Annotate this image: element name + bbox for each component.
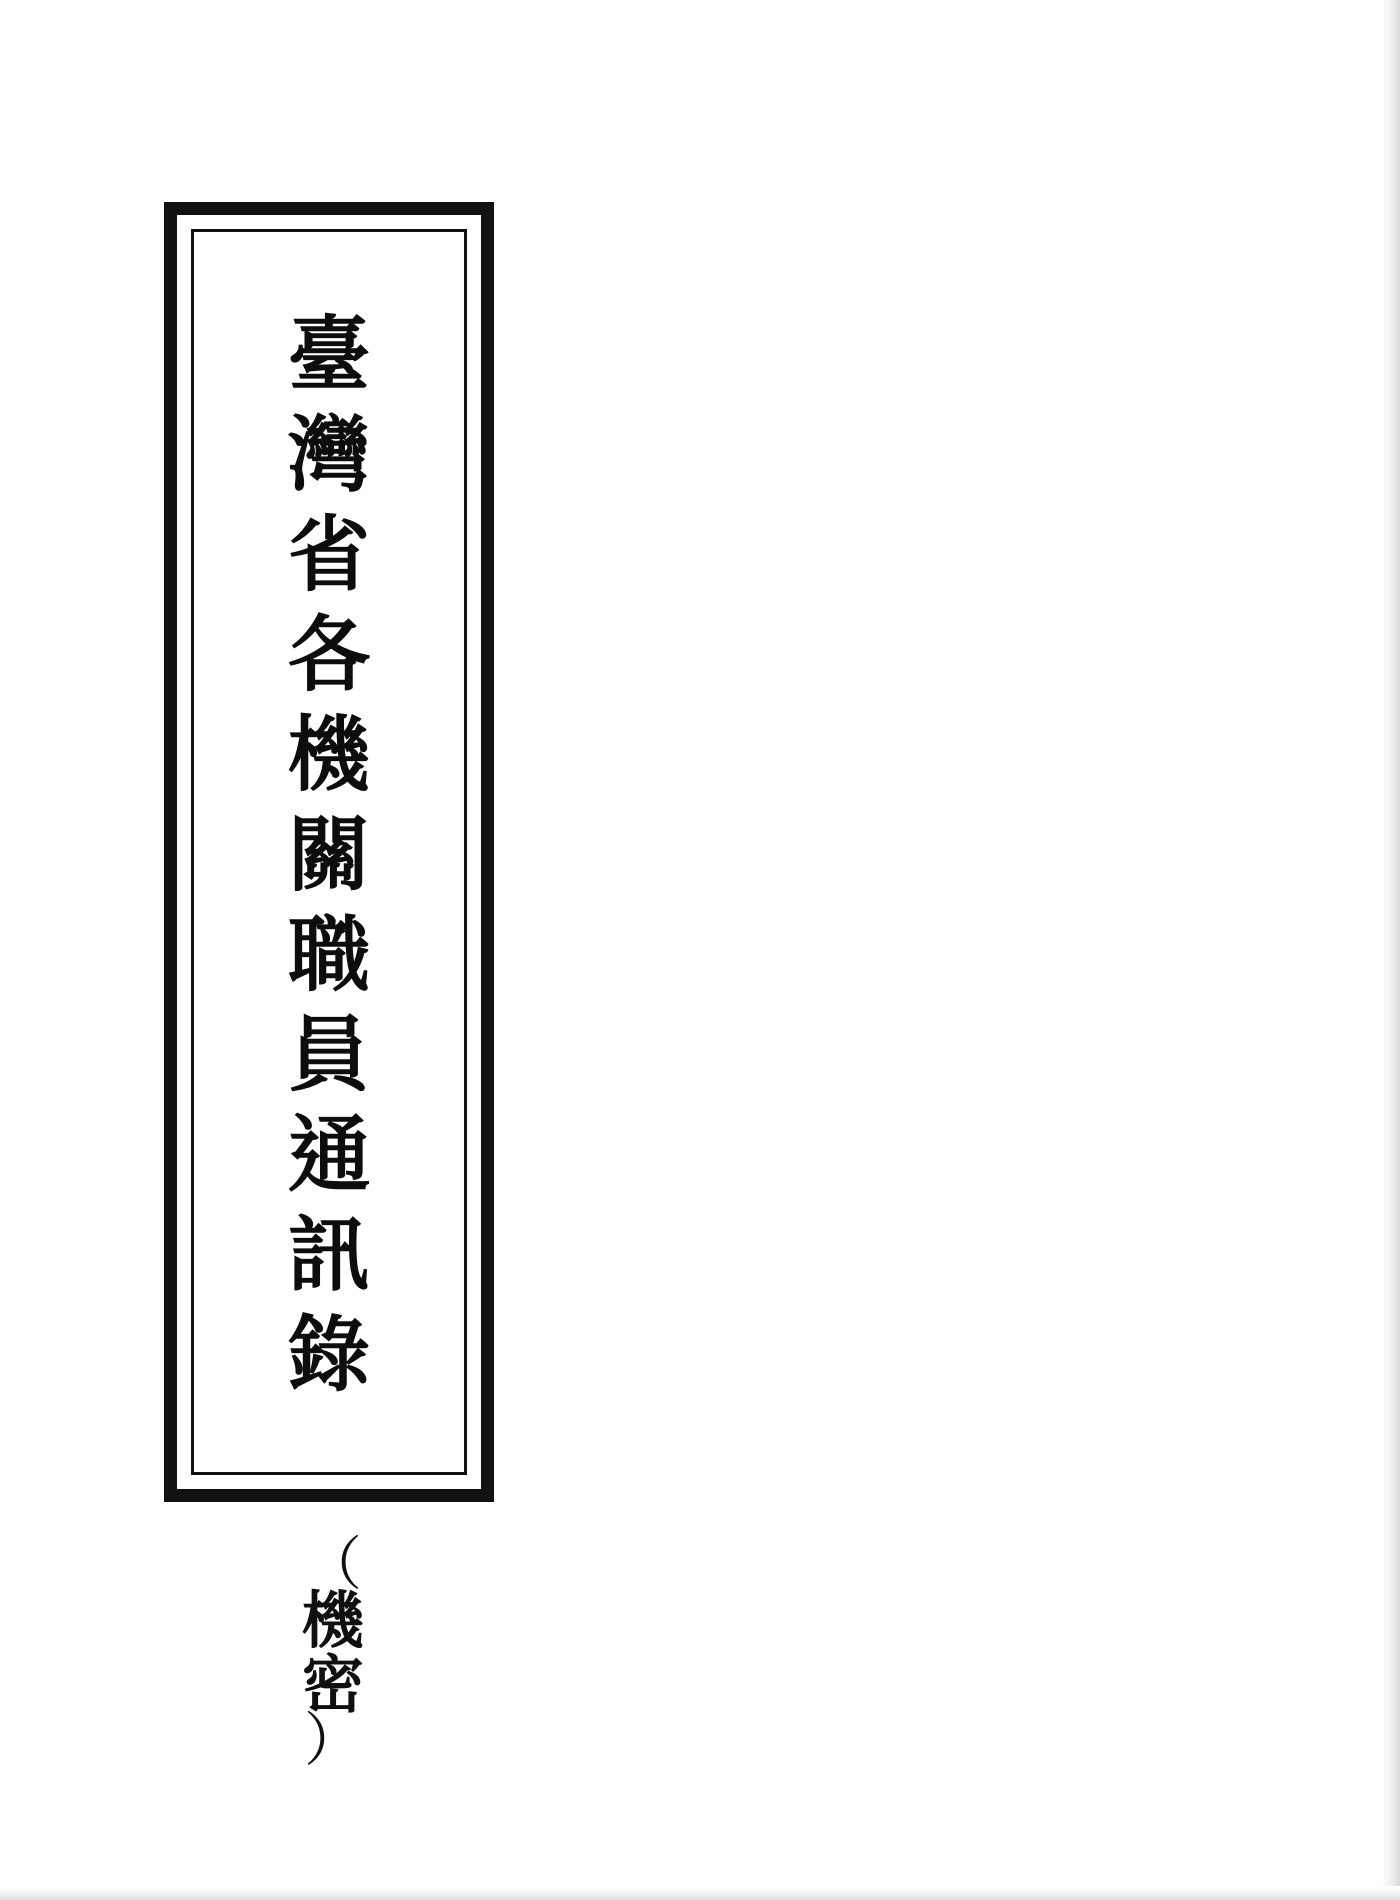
title-char: 各 <box>287 607 370 703</box>
title-char: 關 <box>287 807 370 903</box>
title-char: 灣 <box>287 407 370 503</box>
scan-edge-shadow-right <box>1382 0 1400 1900</box>
title-char: 通 <box>287 1107 370 1203</box>
vertical-title-block <box>177 215 481 1489</box>
classification-close-paren: ） <box>303 1705 362 1774</box>
scan-edge-shadow-bottom <box>0 1886 1400 1900</box>
title-char: 訊 <box>287 1207 370 1303</box>
classification-open-paren: （ <box>303 1530 362 1598</box>
title-char: 員 <box>287 1007 370 1103</box>
classification-mark <box>258 1530 408 1774</box>
title-char: 職 <box>287 907 370 1003</box>
classification-char: 機 <box>301 1584 364 1658</box>
title-char: 省 <box>287 507 370 603</box>
title-char: 機 <box>287 707 370 803</box>
classification-char: 密 <box>301 1647 364 1721</box>
title-cartouche-border <box>164 202 494 1502</box>
title-char: 錄 <box>287 1307 370 1403</box>
title-char: 臺 <box>287 307 370 403</box>
